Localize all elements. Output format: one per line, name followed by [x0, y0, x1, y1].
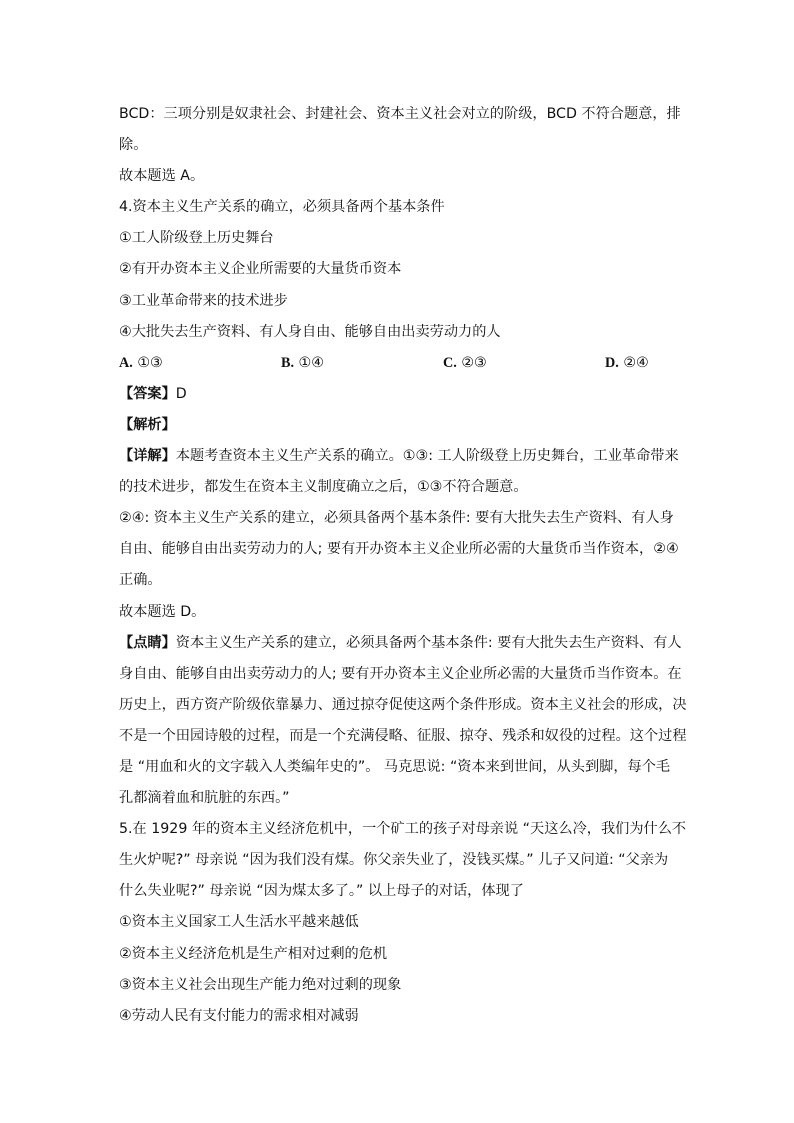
q4-comment-line-2: 身自由、能够自由出卖劳动力的人; 要有开办资本主义企业所必需的大量货币当作资本。在 — [119, 665, 682, 682]
option-letter: C. — [443, 354, 457, 371]
q5-item-1: ①资本主义国家工人生活水平越来越低 — [119, 914, 359, 931]
q3-conclusion: 故本题选 A。 — [119, 168, 205, 185]
q5-item-2: ②资本主义经济危机是生产相对过剩的危机 — [119, 945, 388, 962]
q4-detail-line-1 — [119, 441, 679, 472]
q4-detail-line-4: 自由、能够自由出卖劳动力的人; 要有开办资本主义企业所必需的大量货币当作资本，②④ — [119, 541, 679, 558]
q4-item-3: ③工业革命带来的技术进步 — [119, 292, 288, 309]
q4-comment-line-3: 历史上，西方资产阶级依靠暴力、通过掠夺促使这两个条件形成。资本主义社会的形成，决 — [119, 696, 687, 713]
q4-comment-line-5: 是 “用血和火的文字载入人类编年史的”。 马克思说: “资本来到世间，从头到脚，每个毛 — [119, 758, 671, 775]
q4-comment-line-6: 孔都滴着血和肮脏的东西。” — [119, 790, 290, 807]
q4-option-b — [281, 348, 443, 379]
q4-detail-line-2: 的技术进步，都发生在资本主义制度确立之后，①③不符合题意。 — [119, 479, 528, 496]
q4-item-1: ①工人阶级登上历史舞台 — [119, 230, 274, 247]
q4-item-4: ④大批失去生产资料、有人身自由、能够自由出卖劳动力的人 — [119, 323, 501, 340]
q5-item-3: ③资本主义社会出现生产能力绝对过剩的现象 — [119, 976, 402, 993]
q4-item-2: ②有开办资本主义企业所需要的大量货币资本 — [119, 261, 402, 278]
q4-comment-line-1 — [119, 628, 682, 659]
q4-stem: 4.资本主义生产关系的确立，必须具备两个基本条件 — [119, 199, 445, 216]
q5-item-4: ④劳动人民有支付能力的需求相对减弱 — [119, 1007, 359, 1024]
q5-stem-line-2: 生火炉呢?” 母亲说 “因为我们没有煤。你父亲失业了，没钱买煤。” 儿子又问道: “父亲为 — [119, 852, 669, 869]
q4-answer — [119, 379, 679, 410]
q3-explanation-line-1: BCD：三项分别是奴隶社会、封建社会、资本主义社会对立的阶级，BCD 不符合题意，排 — [119, 106, 681, 122]
q5-stem-line-3: 什么失业呢?” 母亲说 “因为煤太多了。” 以上母子的对话，体现了 — [119, 883, 524, 900]
option-letter: D. — [605, 354, 619, 371]
option-letter: B. — [281, 354, 295, 371]
answer-value: D — [175, 385, 187, 402]
option-text: ①③ — [137, 354, 163, 371]
q4-analysis-heading — [119, 410, 679, 441]
answer-tag: 【答案】 — [119, 385, 176, 402]
analysis-tag: 【解析】 — [119, 416, 176, 433]
detail-text: 本题考查资本主义生产关系的确立。①③: 工人阶级登上历史舞台，工业革命带来 — [175, 448, 679, 465]
option-text: ①④ — [298, 354, 324, 371]
option-text: ②③ — [461, 354, 487, 371]
q4-detail-line-6: 故本题选 D。 — [119, 603, 206, 620]
option-text: ②④ — [623, 354, 649, 371]
q3-explanation-line-2: 除。 — [119, 137, 148, 154]
page-content — [119, 99, 687, 1032]
q4-detail-line-3: ②④: 资本主义生产关系的建立，必须具备两个基本条件: 要有大批失去生产资料、有人身 — [119, 510, 674, 527]
q5-stem-line-1: 5.在 1929 年的资本主义经济危机中，一个矿工的孩子对母亲说 “天这么冷，我们为什么不 — [119, 821, 687, 838]
detail-tag: 【详解】 — [119, 448, 176, 465]
q4-options — [119, 348, 679, 379]
comment-tag: 【点睛】 — [119, 634, 176, 651]
q4-option-a — [119, 348, 281, 379]
option-letter: A. — [119, 354, 133, 371]
q4-option-c — [443, 348, 605, 379]
q4-option-d — [605, 348, 649, 379]
comment-text: 资本主义生产关系的建立，必须具备两个基本条件: 要有大批失去生产资料、有人 — [175, 634, 682, 651]
q4-detail-line-5: 正确。 — [119, 572, 162, 589]
q4-comment-line-4: 不是一个田园诗般的过程，而是一个充满侵略、征服、掠夺、残杀和奴役的过程。这个过程 — [119, 727, 687, 744]
